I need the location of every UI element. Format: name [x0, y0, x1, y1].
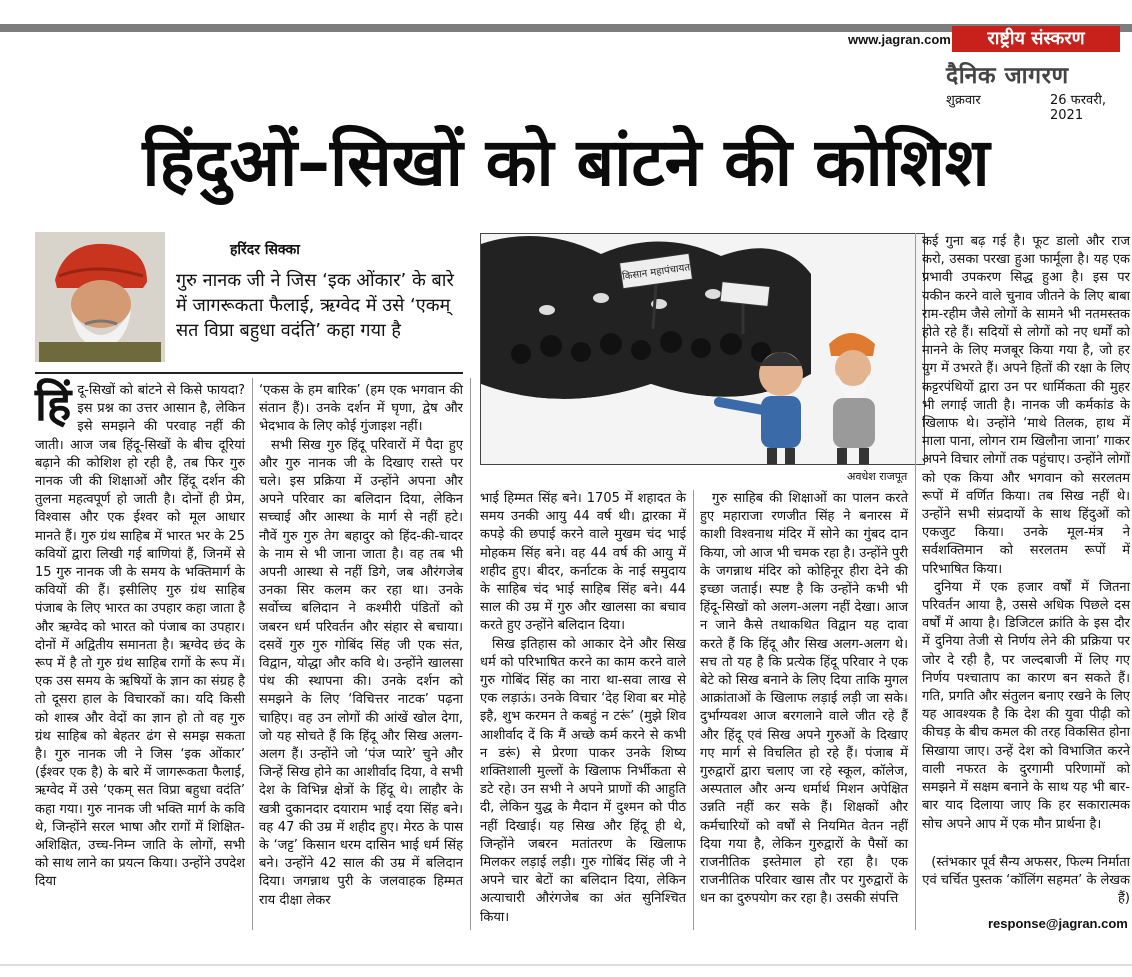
edition-label: राष्ट्रीय संस्करण	[952, 26, 1120, 52]
intro-rule	[35, 372, 463, 374]
editorial-cartoon	[480, 233, 925, 465]
column-1	[35, 377, 245, 892]
column-divider	[252, 378, 253, 930]
protest-sign: किसान महापंचायत	[621, 262, 691, 283]
column-4	[700, 490, 908, 909]
cartoon-credit: अवधेश राजपूत	[847, 470, 908, 483]
column-paragraph: गुरु साहिब की शिक्षाओं का पालन करते हुए महाराजा रणजीत सिंह ने बनारस में काशी विश्वनाथ मंदिर में सोने का गुंबद दान किया, जो आज भी चमक रहा है। उन्होंने पुरी के जगन्नाथ मंदिर को कोहिनूर हीरा देने की इच्छा जताई। स्पष्ट है कि उन्होंने कभी भी हिंदू-सिखों को अलग-अलग नहीं देखा। आज न जाने कैसे तथाकथित विद्वान यह दावा करते हैं कि हिंदू और सिख अलग-अलग थे। सच तो यह है कि प्रत्येक हिंदू परिवार ने एक बेटे को सिख बनाने के लिए दिया ताकि मुगल आक्रांताओं के खिलाफ लड़ाई लड़ी जा सके। दुर्भाग्यवश आज बरगलाने वाले जीत रहे हैं और हिंदू एवं सिख अपने गुरुओं के दिखाए गए मार्ग से विचलित हो रहे हैं। पंजाब में गुरुद्वारों द्वारा चलाए जा रहे स्कूल, कॉलेज, अस्पताल और अन्य धर्मार्थ मिशन अपेक्षित उन्नति नहीं कर सके हैं। शिक्षकों और कर्मचारियों को वर्षों से नियमित वेतन नहीं दिया गया है, लेकिन गुरुद्वारों के पैसों का राजनीतिक इस्तेमाल हो रहा है। एक राजनीतिक परिवार खास तौर पर गुरुद्वारों के धन का दुरुपयोग कर रहा है। उसकी संपत्ति	[700, 491, 908, 907]
column-paragraph: भाई हिम्मत सिंह बने। 1705 में शहादत के समय उनकी आयु 44 वर्ष थी। द्वारका में कपड़े की छपाई करने वाले मुखम चंद भाई मोहकम सिंह बने। वह 44 वर्ष की आयु में शहीद हुए। बीदर, कर्नाटक के नाई समुदाय के साहिब चंद भाई साहिब सिंह बने। 44 साल की उम्र में गुरु और खालसा का बचाव करते हुए उन्होंने बलिदान दिया।	[480, 491, 686, 634]
column-3	[480, 490, 686, 927]
site-url: www.jagran.com	[848, 32, 951, 47]
author-name: हरिंदर सिक्का	[230, 242, 300, 258]
author-photo	[35, 232, 165, 362]
article-standfirst: गुरु नानक जी ने जिस ‘इक ओंकार’ के बारे में जागरूकता फैलाई, ऋग्वेद में उसे ‘एकम् सत विप्रा बहुधा वदंति’ कहा गया है	[176, 270, 454, 341]
column-2	[259, 382, 463, 910]
bottom-rule	[0, 958, 1132, 970]
column-divider	[470, 378, 471, 930]
column-paragraph: दुनिया में एक हजार वर्षों में जितना परिवर्तन आया है, उससे अधिक पिछले दस वर्षों में आया है। डिजिटल क्रांति के इस दौर में दुनिया तेजी से निर्णय लेने की प्रक्रिया पर जोर दे रही है, पर जल्दबाजी में लिए गए निर्णय पश्चाताप का कारण बन सकते हैं। गति, प्रगति और संतुलन बनाए रखने के लिए यह आवश्यक है कि देश की युवा पीढ़ी को कीचड़ के बीच कमल की तरह विकसित होना सिखाया जाए। उन्हें देश को विभाजित करने वाली नफरत के दुरगामी परिणामों को समझने में सक्षम बनाने के साथ यह भी बार-बार याद दिलाया जाए कि हर सकारात्मक सोच अपने आप में एक मौन प्रार्थना है।	[922, 579, 1130, 832]
response-email[interactable]: response@jagran.com	[988, 916, 1128, 931]
column-paragraph: दू-सिखों को बांटने से किसे फायदा? इस प्रश्न का उत्तर आसान है, लेकिन इसे समझने की परवाह नहीं की जाती। आज जब हिंदू-सिखों के बीच दूरियां बढ़ाने की कोशिश हो रही है, तब फिर गुरु नानक जी की शिक्षाओं और हिंदू दर्शन की तुलना महत्वपूर्ण हो जाती है। दोनों ही प्रेम, विश्वास और एक ईश्वर को मूल आधार मानते हैं। गुरु ग्रंथ साहिब में भारत भर के 25 कवियों द्वारा लिखी गई बाणियां हैं, जिनमें से 15 गुरु नानक जी के समय के भक्तिमार्ग के कवियों की हैं। इसीलिए गुरु ग्रंथ साहिब पंजाब के लिए भारत का उपहार कहा जाता है और ऋग्वेद को भारत को पंजाब का उपहार। दोनों में अद्वितीय समानता है। ऋग्वेद छंद के रूप में है तो गुरु ग्रंथ साहिब रागों के रूप में। एक उस समय के ऋषियों के ज्ञान का संग्रह है तो दूसरा हाल के विचारकों का। यदि किसी को शास्त्र और वेदों का ज्ञान हो तो वह गुरु ग्रंथ साहिब को बेहतर ढंग से समझ सकता है। गुरु नानक जी ने जिस ‘इक ओंकार’ (ईश्वर एक है) के बारे में जागरूकता फैलाई, ऋग्वेद में उसे ‘एकम् सत विप्रा बहुधा वदंति’ कहा गया। गुरु नानक जी भक्ति मार्ग के कवि थे, जिन्होंने सरल भाषा और रागों में शिक्षित-अशिक्षित, उच्च-निम्न जाति के लोगों, सभी को साथ लाने का प्रयत्न किया। उन्होंने उपदेश दिया	[35, 383, 245, 890]
column-paragraph: सिख इतिहास को आकार देने और सिख धर्म को परिभाषित करने का काम करने वाले गुरु गोबिंद सिंह का नारा था-सवा लाख से एक लड़ाऊं। उनके विचार ‘देह शिवा बर मोहे इहै, शुभ करमन ते कबहुं न टरूं’ (मुझे शिव आशीर्वाद दें कि मैं अच्छे कर्म करने से कभी न डरूं) से प्रेरणा पाकर उनके शिष्य शक्तिशाली मुल्लों के खिलाफ निर्भीकता से डटे रहे। उन सभी ने अपने प्राणों की आहुति दी, लेकिन युद्ध के मैदान में दुश्मन को पीठ नहीं दिखाई। यह सिख और हिंदू ही थे, जिन्होंने जबरन मतांतरण के खिलाफ मिलकर लड़ाई लड़ी। गुरु गोबिंद सिंह जी ने अपने चार बेटों का बलिदान दिया, लेकिन अत्याचारी औरंगजेब का अंत सुनिश्चित किया।	[480, 636, 686, 925]
column-divider	[693, 490, 694, 930]
dateline	[946, 90, 1124, 123]
column-5	[922, 233, 1130, 834]
column-paragraph: सभी सिख गुरु हिंदू परिवारों में पैदा हुए और गुरु नानक जी के दिखाए रास्ते पर चले। इस प्रक्रिया में उन्होंने अपना और अपने परिवार का बलिदान दिया, लेकिन सच्चाई और आस्था के मार्ग से नहीं हटे। नौवें गुरु गुरु तेग बहादुर को हिंद-की-चादर के नाम से भी जाना जाता है। वह तब भी अपनी आस्था से नहीं डिगे, जब औरंगजेब उनका सिर कलम कर रहा था। उनके सर्वोच्च बलिदान ने कश्मीरी पंडितों को जबरन धर्म परिवर्तन और संहार से बचाया। दसवें गुरु गुरु गोबिंद सिंह जी एक संत, विद्वान, योद्धा और कवि थे। उन्होंने खालसा पंथ की स्थापना की। उनके दर्शन को समझने के लिए ‘विचित्तर नाटक’ पढ़ना चाहिए। वह उन लोगों की आंखें खोल देगा, जो यह सोचते हैं कि हिंदू और सिख अलग-अलग हैं। उन्होंने जो ‘पंज प्यारे’ चुने और जिन्हें सिख होने का आशीर्वाद दिया, वे सभी देश के विभिन्न क्षेत्रों के हिंदू थे। लाहौर के खत्री दुकानदार दयाराम भाई दया सिंह बने। वह 47 की उम्र में शहीद हुए। मेरठ के पास के ‘जट्ट’ किसान धरम दासिन भाई धर्म सिंह बने। उन्होंने 42 साल की उम्र में बलिदान दिया। जगन्नाथ पुरी के जलवाहक हिम्मत राय दीक्षा लेकर	[259, 437, 463, 908]
date-label: 26 फरवरी, 2021	[1050, 93, 1107, 123]
column-divider	[915, 233, 916, 930]
drop-cap: हिं	[35, 377, 72, 431]
column-paragraph: ‘एकस के हम बारिक’ (हम एक भगवान की संतान हैं)। उनके दर्शन में घृणा, द्वेष और भेदभाव के लिए कोई गुंजाइश नहीं।	[259, 383, 463, 435]
author-note: (स्तंभकार पूर्व सैन्य अफसर, फिल्म निर्माता एवं चर्चित पुस्तक ‘कॉलिंग सहमत’ के लेखक हैं)	[922, 855, 1130, 906]
day-label: शुक्रवार	[946, 93, 981, 108]
column-paragraph: कई गुना बढ़ गई है। फूट डालो और राज करो, उसका परखा हुआ फार्मूला है। यह एक प्रभावी उपकरण सिद्ध हुआ है। इस पर यकीन करने वाले चुनाव जीतने के लिए बाबा राम-रहीम जैसे लोगों के सामने भी नतमस्तक होते रहे हैं। सदियों से लोगों को नए धर्मों को मानने के लिए मजबूर किया गया है, जो हर युग में उभरते हैं। अपने हितों की रक्षा के लिए कट्टरपंथियों द्वारा उन पर धार्मिकता की मुहर भी लगाई जाती है। नानक जी कर्मकांड के खिलाफ थे। उन्होंने ‘माथे तिलक, हाथ में माला पाना, लोगन राम खिलौना जाना’ गाकर अपने विचार लोगों तक पहुंचाए। उन्होंने लोगों को एक किया और भगवान को सरलतम रूपों में वर्णित किया। तब सिख नहीं थे। उन्होंने सभी संप्रदायों के साथ हिंदुओं को एकजुट किया। उनके मूल-मंत्र ने सर्वशक्तिमान को सरलतम रूपों में परिभाषित किया।	[922, 234, 1130, 577]
newspaper-logo: दैनिक जागरण	[946, 63, 1069, 89]
article-headline: हिंदुओं–सिखों को बांटने की कोशिश	[142, 124, 990, 201]
